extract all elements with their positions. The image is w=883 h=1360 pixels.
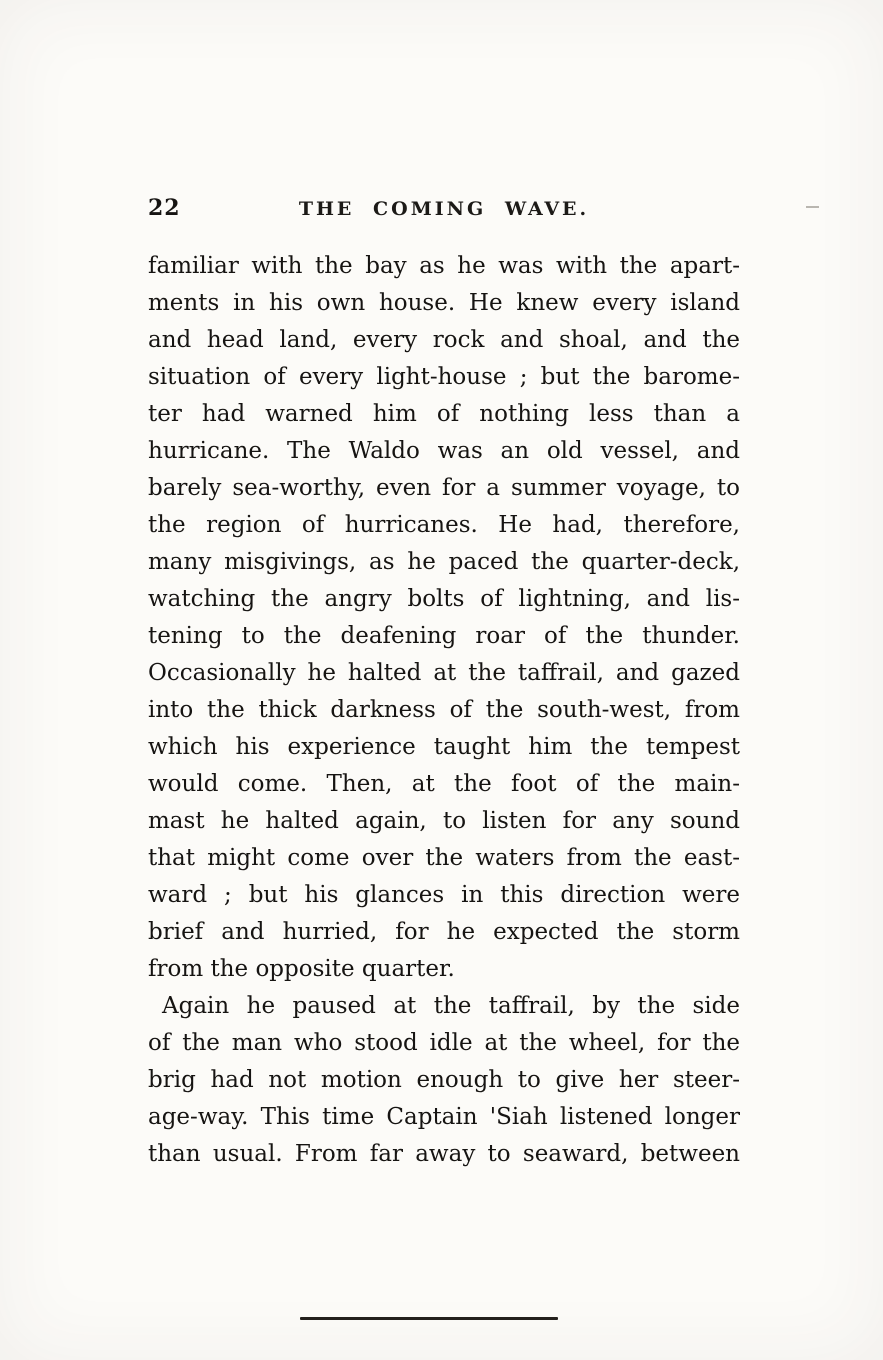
text-line: brig had not motion enough to give her steer- xyxy=(148,1067,740,1093)
text-line: from the opposite quarter. xyxy=(148,956,455,982)
text-line: which his experience taught him the tempest xyxy=(148,734,740,760)
text-line: barely sea-worthy, even for a summer voyage, to xyxy=(148,475,740,501)
page-header xyxy=(148,194,740,226)
text-line: many misgivings, as he paced the quarter-deck, xyxy=(148,549,740,575)
text-line: watching the angry bolts of lightning, and lis- xyxy=(148,586,740,612)
text-line: of the man who stood idle at the wheel, for the xyxy=(148,1030,740,1056)
text-line: than usual. From far away to seaward, between xyxy=(148,1141,740,1167)
text-line: situation of every light-house ; but the barome- xyxy=(148,364,740,390)
text-line: mast he halted again, to listen for any sound xyxy=(148,808,740,834)
text-line: tening to the deafening roar of the thunder. xyxy=(148,623,740,649)
text-line: that might come over the waters from the east- xyxy=(148,845,740,871)
body-text xyxy=(148,248,740,1173)
text-line: hurricane. The Waldo was an old vessel, and xyxy=(148,438,740,464)
text-line: familiar with the bay as he was with the apart- xyxy=(148,253,740,279)
text-line: would come. Then, at the foot of the main- xyxy=(148,771,740,797)
text-line: age-way. This time Captain 'Siah listened longer xyxy=(148,1104,740,1130)
scan-artifact-tick xyxy=(806,206,819,208)
text-line: brief and hurried, for he expected the storm xyxy=(148,919,740,945)
text-line: Again he paused at the taffrail, by the side xyxy=(162,993,740,1019)
text-line: the region of hurricanes. He had, therefore, xyxy=(148,512,740,538)
page-number: 22 xyxy=(148,195,181,221)
text-line: and head land, every rock and shoal, and the xyxy=(148,327,740,353)
text-line: Occasionally he halted at the taffrail, and gazed xyxy=(148,660,740,686)
paragraph xyxy=(148,248,740,988)
running-title: THE COMING WAVE. xyxy=(298,198,590,220)
paragraph xyxy=(148,988,740,1173)
text-block xyxy=(148,194,740,1173)
scan-artifact-line xyxy=(300,1317,558,1320)
text-line: ments in his own house. He knew every island xyxy=(148,290,740,316)
text-line: ward ; but his glances in this direction were xyxy=(148,882,740,908)
text-line: into the thick darkness of the south-west, from xyxy=(148,697,740,723)
text-line: ter had warned him of nothing less than a xyxy=(148,401,740,427)
